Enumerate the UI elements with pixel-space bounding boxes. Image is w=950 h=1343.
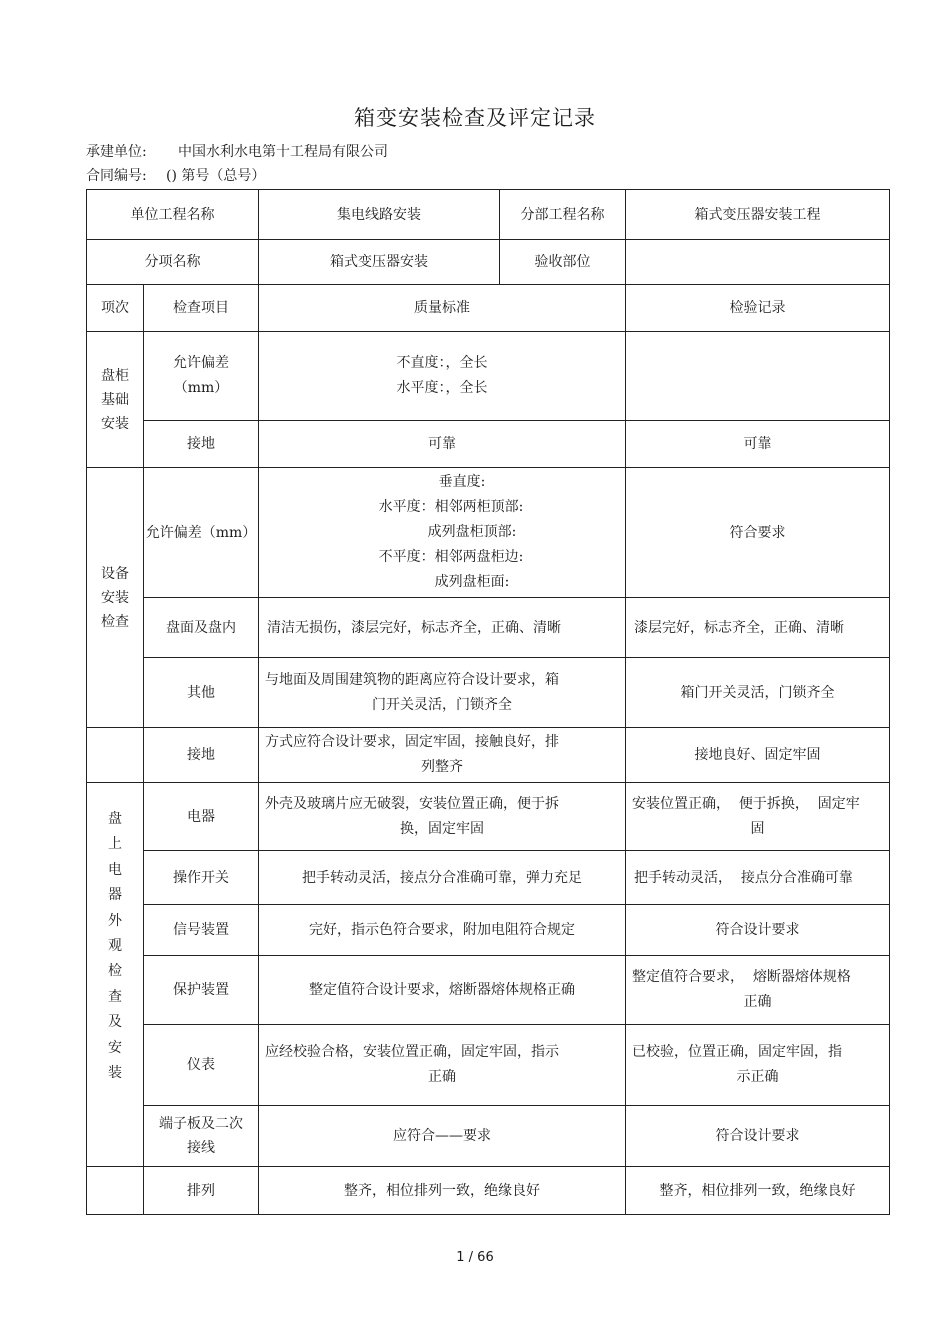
inspection-record: 接地良好、固定牢固 xyxy=(626,728,890,783)
contract-label: 合同编号: xyxy=(86,168,147,184)
inspection-record: 把手转动灵活， 接点分合准确可靠 xyxy=(626,851,890,905)
quality-standard: 把手转动灵活，接点分合准确可靠，弹力充足 xyxy=(259,851,626,905)
contractor-value: 中国水利水电第十工程局有限公司 xyxy=(178,144,388,160)
table-row xyxy=(87,1106,890,1167)
unit-name-label: 单位工程名称 xyxy=(87,190,259,240)
table-row xyxy=(87,332,890,421)
quality-standard: 可靠 xyxy=(259,421,626,468)
contractor-label: 承建单位: xyxy=(86,144,147,160)
table-row xyxy=(87,783,890,851)
check-item: 排列 xyxy=(144,1167,259,1215)
quality-standard: 垂直度: 水平度：相邻两柜顶部: 成列盘柜顶部: 不平度：相邻两盘柜边: 成列盘柜面: xyxy=(259,468,626,598)
table-row xyxy=(87,598,890,658)
table-row xyxy=(87,468,890,598)
inspection-record: 已校验，位置正确，固定牢固，指 示正确 xyxy=(626,1025,890,1106)
acceptance-label: 验收部位 xyxy=(500,240,626,285)
quality-standard: 整齐，相位排列一致，绝缘良好 xyxy=(259,1167,626,1215)
unit-name-value: 集电线路安装 xyxy=(259,190,500,240)
section-empty xyxy=(87,1167,144,1215)
acceptance-value xyxy=(626,240,890,285)
table-row xyxy=(87,728,890,783)
subproject-label: 分部工程名称 xyxy=(500,190,626,240)
table-row xyxy=(87,956,890,1025)
check-item: 操作开关 xyxy=(144,851,259,905)
table-row xyxy=(87,851,890,905)
quality-standard: 清洁无损伤，漆层完好，标志齐全，正确、清晰 xyxy=(259,598,626,658)
inspection-record xyxy=(626,332,890,421)
inspection-record: 箱门开关灵活，门锁齐全 xyxy=(626,658,890,728)
check-item: 端子板及二次 接线 xyxy=(144,1106,259,1167)
check-item: 允许偏差（mm） xyxy=(144,468,259,598)
page-number: 1 / 66 xyxy=(456,1250,494,1265)
quality-standard: 完好，指示色符合要求，附加电阻符合规定 xyxy=(259,905,626,956)
inspection-record: 漆层完好，标志齐全，正确、清晰 xyxy=(626,598,890,658)
quality-standard: 整定值符合设计要求，熔断器熔体规格正确 xyxy=(259,956,626,1025)
table-row xyxy=(87,658,890,728)
table-header-row xyxy=(87,285,890,332)
col-seq-header: 项次 xyxy=(87,285,144,332)
item-name-value: 箱式变压器安装 xyxy=(259,240,500,285)
table-row xyxy=(87,421,890,468)
contractor-line xyxy=(86,141,388,161)
check-item: 接地 xyxy=(144,421,259,468)
col-check-item-header: 检查项目 xyxy=(144,285,259,332)
table-row xyxy=(87,190,890,240)
check-item: 电器 xyxy=(144,783,259,851)
section-empty xyxy=(87,728,144,783)
inspection-record: 安装位置正确， 便于拆换， 固定牢 固 xyxy=(626,783,890,851)
table-row xyxy=(87,1167,890,1215)
col-record-header: 检验记录 xyxy=(626,285,890,332)
inspection-record: 整齐，相位排列一致，绝缘良好 xyxy=(626,1167,890,1215)
check-item: 信号装置 xyxy=(144,905,259,956)
table-row xyxy=(87,240,890,285)
quality-standard: 应符合——要求 xyxy=(259,1106,626,1167)
item-name-label: 分项名称 xyxy=(87,240,259,285)
inspection-record: 符合设计要求 xyxy=(626,1106,890,1167)
contract-value: () 第号（总号） xyxy=(166,168,266,184)
inspection-table xyxy=(86,189,890,1215)
check-item: 接地 xyxy=(144,728,259,783)
table-row xyxy=(87,905,890,956)
check-item: 允许偏差 （mm） xyxy=(144,332,259,421)
quality-standard: 与地面及周围建筑物的距离应符合设计要求，箱 门开关灵活，门锁齐全 xyxy=(259,658,626,728)
col-standard-header: 质量标准 xyxy=(259,285,626,332)
check-item: 仪表 xyxy=(144,1025,259,1106)
contract-line xyxy=(86,165,265,185)
table-row xyxy=(87,1025,890,1106)
section-equipment-installation: 设备 安装 检查 xyxy=(87,468,144,728)
inspection-record: 可靠 xyxy=(626,421,890,468)
quality-standard: 方式应符合设计要求，固定牢固，接触良好，排 列整齐 xyxy=(259,728,626,783)
quality-standard: 外壳及玻璃片应无破裂，安装位置正确，便于拆 换，固定牢固 xyxy=(259,783,626,851)
page-title: 箱变安装检查及评定记录 xyxy=(354,106,596,130)
quality-standard: 不直度：，全长 水平度：，全长 xyxy=(259,332,626,421)
subproject-value: 箱式变压器安装工程 xyxy=(626,190,890,240)
section-panel-appliances: 盘 上 电 器 外 观 检 查 及 安 装 xyxy=(87,783,144,1167)
section-cabinet-foundation: 盘柜 基础 安装 xyxy=(87,332,144,468)
inspection-record: 符合要求 xyxy=(626,468,890,598)
inspection-record: 符合设计要求 xyxy=(626,905,890,956)
check-item: 盘面及盘内 xyxy=(144,598,259,658)
quality-standard: 应经校验合格，安装位置正确，固定牢固，指示 正确 xyxy=(259,1025,626,1106)
inspection-record: 整定值符合要求， 熔断器熔体规格 正确 xyxy=(626,956,890,1025)
check-item: 保护装置 xyxy=(144,956,259,1025)
check-item: 其他 xyxy=(144,658,259,728)
